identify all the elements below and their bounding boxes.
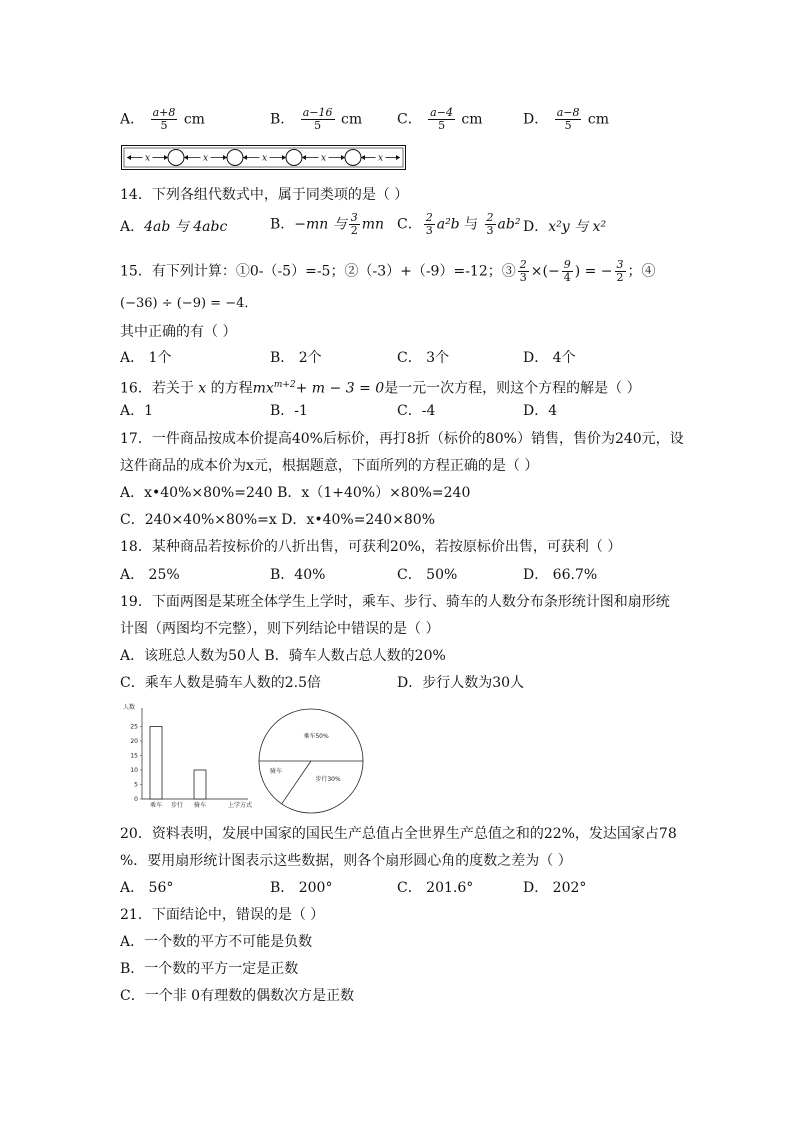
q14-stem: 14．下列各组代数式中，属于同类项的是（ ） — [120, 187, 409, 203]
q14-option-b: B．−mn 与 $\frac{3}{2}$ mn — [270, 211, 385, 237]
chain-circle — [345, 150, 361, 166]
q19-line2: 计图（两图均不完整），则下列结论中错误的是（ ） — [120, 621, 440, 637]
q14-option-c: C． $\frac{2}{3}$ a²b 与 $\frac{2}{3}$ ab² — [397, 211, 521, 237]
y-tick-label: 25 — [130, 723, 138, 731]
y-tick-label: 10 — [130, 767, 138, 774]
fraction: $\frac{a+8}{5}$ — [152, 106, 176, 132]
q16-option-c: C．-4 — [397, 403, 436, 419]
q20-option-c: C． 201.6° — [397, 880, 474, 896]
q15-option-b: B． 2个 — [270, 350, 322, 366]
bar-chart — [120, 702, 260, 817]
chain-circle — [168, 150, 184, 166]
y-tick-label: 5 — [134, 781, 138, 789]
chain-arrow-head — [243, 155, 247, 160]
pie-label: 步行30% — [315, 776, 341, 783]
pie-chart — [256, 706, 366, 816]
bar-骑车 — [194, 770, 206, 799]
bar-乘车 — [150, 727, 162, 800]
x-tick-label: 步行 — [170, 802, 184, 809]
q15-stem: 15．有下列计算：①0-（-5）=-5；②（-3）+（-9）=-12；③ $\frac{2}{3}$ ×(− $\frac{9}{4}$ ) = − $\frac{3}{2}$ ；④ — [120, 258, 656, 284]
chain-arrow-head — [341, 155, 345, 160]
fraction: $\frac{a-16}{5}$ — [302, 106, 333, 132]
chain-links — [127, 150, 400, 166]
y-tick-label: 15 — [130, 752, 138, 760]
q18-stem: 18．某种商品若按标价的八折出售，可获利20%，若按原标价出售，可获利（ ） — [120, 539, 622, 555]
y-axis-label: 人数 — [123, 704, 136, 711]
q17-line2: 这件商品的成本价为x元，根据题意，下面所列的方程正确的是（ ） — [120, 458, 539, 474]
q15-option-d: D． 4个 — [523, 350, 576, 366]
q20-option-d: D． 202° — [523, 880, 587, 896]
q15-option-c: C． 3个 — [397, 350, 450, 366]
q20-option-b: B． 200° — [270, 880, 333, 896]
q16-stem: 16．若关于 x 的方程$mx^{m+2}+ m - 3 = 0$是一元一次方程，则这个方程的解是（ ） — [120, 380, 641, 397]
bar-chart-marks — [123, 703, 252, 809]
q13-option-b: B． $\frac{a-16}{5}$ cm — [270, 106, 363, 132]
q19-option-d: D．步行人数为30人 — [397, 675, 525, 691]
q20-line2: %．要用扇形统计图表示这些数据，则各个扇形圆心角的度数之差为（ ） — [120, 853, 572, 869]
chain-arrow-head — [282, 155, 286, 160]
chain-arrow-head — [223, 155, 227, 160]
q16-option-b: B．-1 — [270, 403, 308, 419]
x-tick-label: 骑车 — [193, 802, 207, 809]
y-tick-label: 20 — [130, 738, 138, 745]
chain-arrow-head — [361, 155, 365, 160]
q13-option-c: C． $\frac{a-4}{5}$ cm — [397, 106, 483, 132]
q16-option-d: D．4 — [523, 403, 558, 419]
q21-option-a: A．一个数的平方不可能是负数 — [120, 934, 313, 950]
chain-arrow-head — [184, 155, 188, 160]
q19-options-ab: A．该班总人数为50人 B．骑车人数占总人数的20% — [120, 648, 446, 664]
q15-line3: 其中正确的有（ ） — [120, 324, 237, 340]
q15-line2: (−36) ÷ (−9) = −4． — [120, 296, 258, 311]
chain-arrow-head — [127, 155, 131, 160]
q21-stem: 21．下面结论中，错误的是（ ） — [120, 907, 325, 923]
pie-label: 骑车 — [269, 768, 283, 775]
chain-arrow-head — [302, 155, 306, 160]
q16-option-a: A．1 — [120, 403, 154, 419]
q21-option-b: B．一个数的平方一定是正数 — [120, 961, 299, 977]
q13-option-d: D． $\frac{a-8}{5}$ cm — [523, 106, 610, 132]
q15-option-a: A． 1个 — [120, 350, 172, 366]
chain-circle — [286, 150, 302, 166]
q19-option-c: C．乘车人数是骑车人数的2.5倍 — [120, 675, 321, 691]
chain-label-x: x — [377, 153, 384, 164]
fraction: $\frac{a-8}{5}$ — [556, 106, 580, 132]
q14-option-d: D．x²y 与 x² — [523, 219, 607, 235]
q21-option-c: C．一个非 0有理数的偶数次方是正数 — [120, 988, 355, 1004]
chain-arrow-head — [396, 155, 400, 160]
chain-label-x: x — [144, 153, 151, 164]
q13-option-a: A． $\frac{a+8}{5}$ cm — [120, 106, 205, 132]
pie-label: 乘车50% — [303, 733, 329, 740]
y-tick-label: 0 — [134, 796, 138, 803]
x-tick-label: 乘车 — [149, 802, 163, 809]
q20-option-a: A． 56° — [120, 880, 174, 896]
q20-line1: 20．资料表明，发展中国家的国民生产总值占全世界生产总值之和的22%，发达国家占78 — [120, 826, 677, 842]
chain-arrow-head — [164, 155, 168, 160]
q18-option-d: D． 66.7% — [523, 567, 598, 583]
q18-option-a: A． 25% — [120, 567, 180, 583]
q17-line1: 17．一件商品按成本价提高40%后标价，再打8折（标价的80%）销售，售价为240元，设 — [120, 431, 684, 447]
chain-label-x: x — [261, 153, 268, 164]
q14-option-a: A．4ab 与 4abc — [120, 219, 228, 235]
chain-label-x: x — [320, 153, 327, 164]
q17-options-ab: A．x•40%×80%=240 B．x（1+40%）×80%=240 — [120, 485, 471, 501]
chain-label-x: x — [202, 153, 209, 164]
pie-chart-marks — [259, 709, 363, 813]
x-axis-label: 上学方式 — [228, 802, 253, 809]
q17-options-cd: C．240×40%×80%=x D．x•40%=240×80% — [120, 512, 435, 528]
q18-option-c: C． 50% — [397, 567, 458, 583]
q19-line1: 19．下面两图是某班全体学生上学时，乘车、步行、骑车的人数分布条形统计图和扇形统 — [120, 594, 670, 610]
q18-option-b: B．40% — [270, 567, 326, 583]
circle-chain-diagram — [121, 145, 406, 170]
fraction: $\frac{a-4}{5}$ — [430, 106, 453, 132]
chain-circle — [227, 150, 243, 166]
